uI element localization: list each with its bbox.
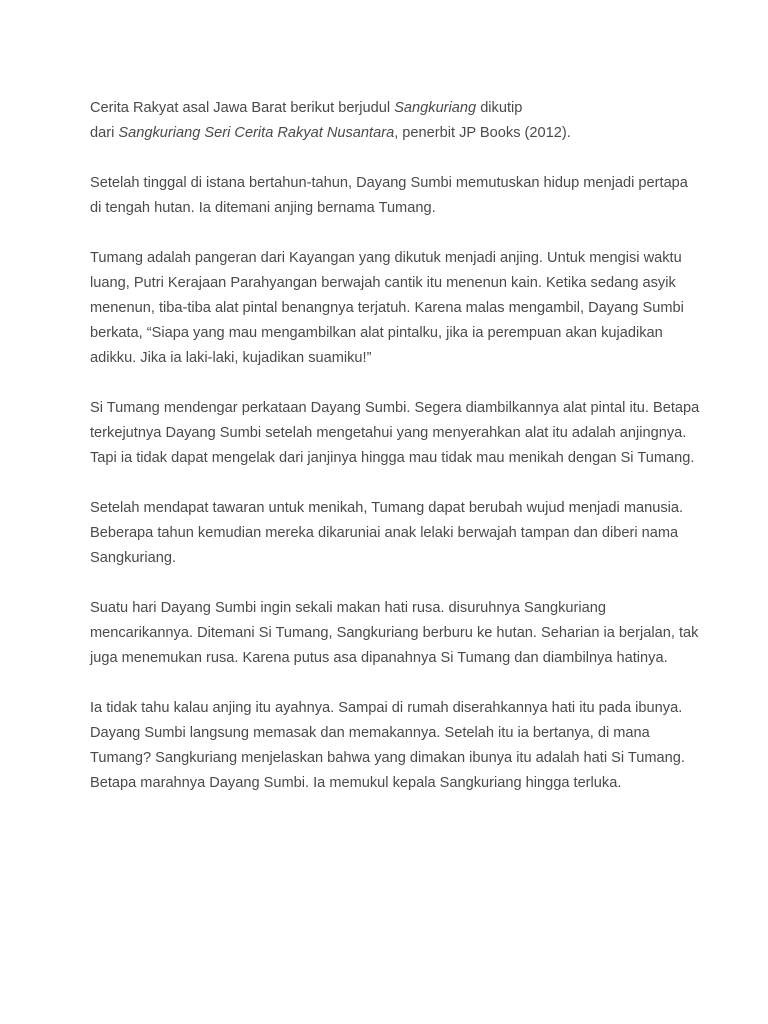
intro-paragraph (90, 96, 700, 146)
story-paragraph-2: Tumang adalah pangeran dari Kayangan yang dikutuk menjadi anjing. Untuk mengisi waktu luang, Putri Kerajaan Parahyangan berwajah cantik itu menenun kain. Ketika sedang asyik menenun, tiba-tiba alat pintal benangnya terjatuh. Karena malas mengambil, Dayang Sumbi berkata, “Siapa yang mau mengambilkan alat pintalku, jika ia perempuan akan kujadikan adikku. Jika ia laki-laki, kujadikan suamiku!” (90, 250, 684, 366)
story-paragraph-3: Si Tumang mendengar perkataan Dayang Sumbi. Segera diambilkannya alat pintal itu. Betapa terkejutnya Dayang Sumbi setelah mengetahui yang menyerahkan alat itu adalah anjingnya. Tapi ia tidak dapat mengelak dari janjinya hingga mau tidak mau menikah dengan Si Tumang. (90, 400, 700, 466)
story-paragraph-4: Setelah mendapat tawaran untuk menikah, Tumang dapat berubah wujud menjadi manusia. Beberapa tahun kemudian mereka dikaruniai anak lelaki berwajah tampan dan diberi nama Sangkuriang. (90, 500, 684, 566)
intro-text-1: Cerita Rakyat asal Jawa Barat berikut berjudul (90, 100, 395, 116)
intro-title-italic: Sangkuriang (394, 100, 477, 116)
intro-text-3: dari (90, 125, 119, 141)
document-page (90, 96, 700, 796)
story-paragraph-5: Suatu hari Dayang Sumbi ingin sekali makan hati rusa. disuruhnya Sangkuriang mencarikannya. Ditemani Si Tumang, Sangkuriang berburu ke hutan. Seharian ia berjalan, tak juga menemukan rusa. Karena putus asa dipanahnya Si Tumang dan diambilnya hatinya. (90, 600, 699, 666)
story-paragraph-1: Setelah tinggal di istana bertahun-tahun, Dayang Sumbi memutuskan hidup menjadi pertapa di tengah hutan. Ia ditemani anjing bernama Tumang. (90, 175, 688, 216)
intro-source-italic: Sangkuriang Seri Cerita Rakyat Nusantara (118, 125, 395, 141)
intro-text-2: dikutip (476, 100, 523, 116)
story-paragraph-6: Ia tidak tahu kalau anjing itu ayahnya. Sampai di rumah diserahkannya hati itu pada ibunya. Dayang Sumbi langsung memasak dan memakannya. Setelah itu ia bertanya, di mana Tumang? Sangkuriang menjelaskan bahwa yang dimakan ibunya itu adalah hati Si Tumang. Betapa marahnya Dayang Sumbi. Ia memukul kepala Sangkuriang hingga terluka. (90, 700, 685, 791)
intro-text-4: , penerbit JP Books (2012). (394, 125, 571, 141)
